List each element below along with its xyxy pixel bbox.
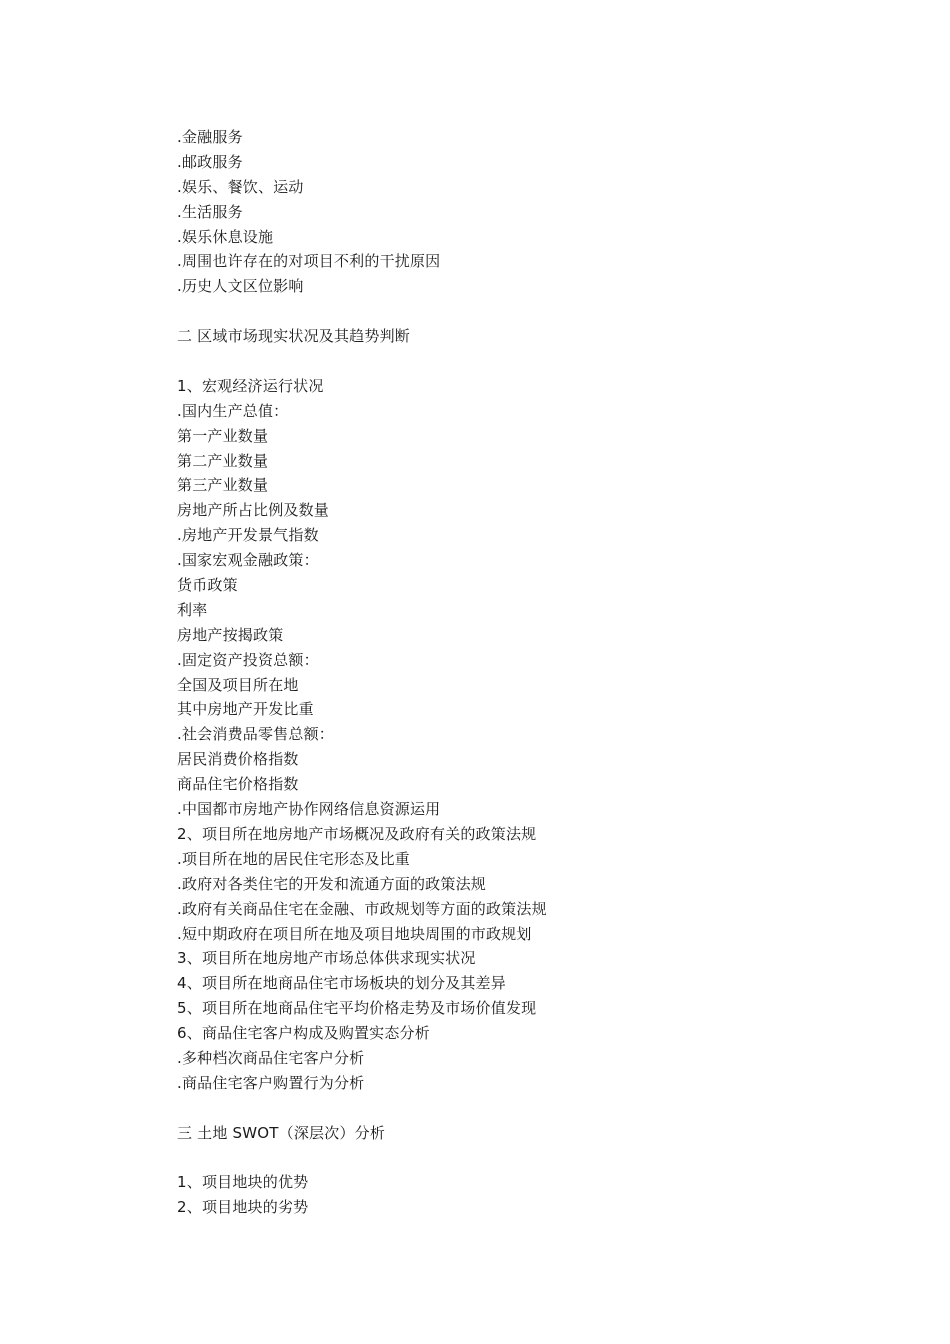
- list-item-living-services: .生活服务: [177, 202, 243, 221]
- list-item-fixed-asset-investment: .固定资产投资总额：: [177, 650, 319, 669]
- list-item-housing-price-index: 商品住宅价格指数: [177, 775, 299, 794]
- list-item-financial-policy: .国家宏观金融政策：: [177, 551, 319, 570]
- list-item-real-estate-share: 房地产所占比例及数量: [177, 501, 330, 520]
- list-item-mortgage-policy: 房地产按揭政策: [177, 625, 284, 644]
- list-item-finance-services: .金融服务: [177, 128, 243, 146]
- list-item-entertainment-dining-sports: .娱乐、餐饮、运动: [177, 177, 304, 196]
- blank-line: [177, 1146, 877, 1171]
- subheading-customer-analysis: 6、商品住宅客户构成及购置实态分析: [177, 1024, 430, 1043]
- list-item-information-network: .中国都市房地产协作网络信息资源运用: [177, 800, 441, 819]
- list-item-national-and-local: 全国及项目所在地: [177, 675, 299, 694]
- list-item-adverse-factors: .周围也许存在的对项目不利的干扰原因: [177, 252, 441, 271]
- list-item-prosperity-index: .房地产开发景气指数: [177, 526, 319, 545]
- subheading-market-overview: 2、项目所在地房地产市场概况及政府有关的政策法规: [177, 824, 537, 843]
- list-item-leisure-facilities: .娱乐休息设施: [177, 227, 274, 246]
- list-item-cpi: 居民消费价格指数: [177, 750, 299, 769]
- subheading-land-strengths: 1、项目地块的优势: [177, 1173, 309, 1192]
- blank-line: [177, 349, 877, 374]
- blank-line: [177, 299, 877, 324]
- blank-line: [177, 1096, 877, 1121]
- list-item-secondary-industry: 第二产业数量: [177, 451, 269, 470]
- list-item-retail-sales: .社会消费品零售总额：: [177, 725, 334, 744]
- section-heading-3: 三 土地 SWOT（深层次）分析: [177, 1123, 386, 1142]
- document-body: [177, 125, 877, 1220]
- list-item-postal-services: .邮政服务: [177, 152, 243, 171]
- list-item-tertiary-industry: 第三产业数量: [177, 476, 269, 495]
- list-item-municipal-planning: .短中期政府在项目所在地及项目地块周围的市政规划: [177, 924, 532, 943]
- subheading-price-trend: 5、项目所在地商品住宅平均价格走势及市场价值发现: [177, 999, 537, 1018]
- list-item-development-ratio: 其中房地产开发比重: [177, 700, 314, 719]
- list-item-gdp: .国内生产总值：: [177, 401, 289, 420]
- list-item-development-regulations: .政府对各类住宅的开发和流通方面的政策法规: [177, 874, 486, 893]
- subheading-land-weaknesses: 2、项目地块的劣势: [177, 1198, 309, 1217]
- list-item-finance-planning-regulations: .政府有关商品住宅在金融、市政规划等方面的政策法规: [177, 899, 547, 918]
- section-heading-2: 二 区域市场现实状况及其趋势判断: [177, 327, 410, 346]
- list-item-interest-rate: 利率: [177, 600, 208, 619]
- list-item-monetary-policy: 货币政策: [177, 576, 238, 595]
- list-item-purchase-behavior: .商品住宅客户购置行为分析: [177, 1073, 365, 1092]
- subheading-supply-demand: 3、项目所在地房地产市场总体供求现实状况: [177, 949, 476, 968]
- list-item-primary-industry: 第一产业数量: [177, 426, 269, 445]
- subheading-macro-economy: 1、宏观经济运行状况: [177, 376, 324, 395]
- list-item-customer-tiers: .多种档次商品住宅客户分析: [177, 1048, 365, 1067]
- list-item-historical-culture: .历史人文区位影响: [177, 277, 304, 296]
- list-item-housing-forms: .项目所在地的居民住宅形态及比重: [177, 849, 410, 868]
- subheading-market-segments: 4、项目所在地商品住宅市场板块的划分及其差异: [177, 974, 506, 993]
